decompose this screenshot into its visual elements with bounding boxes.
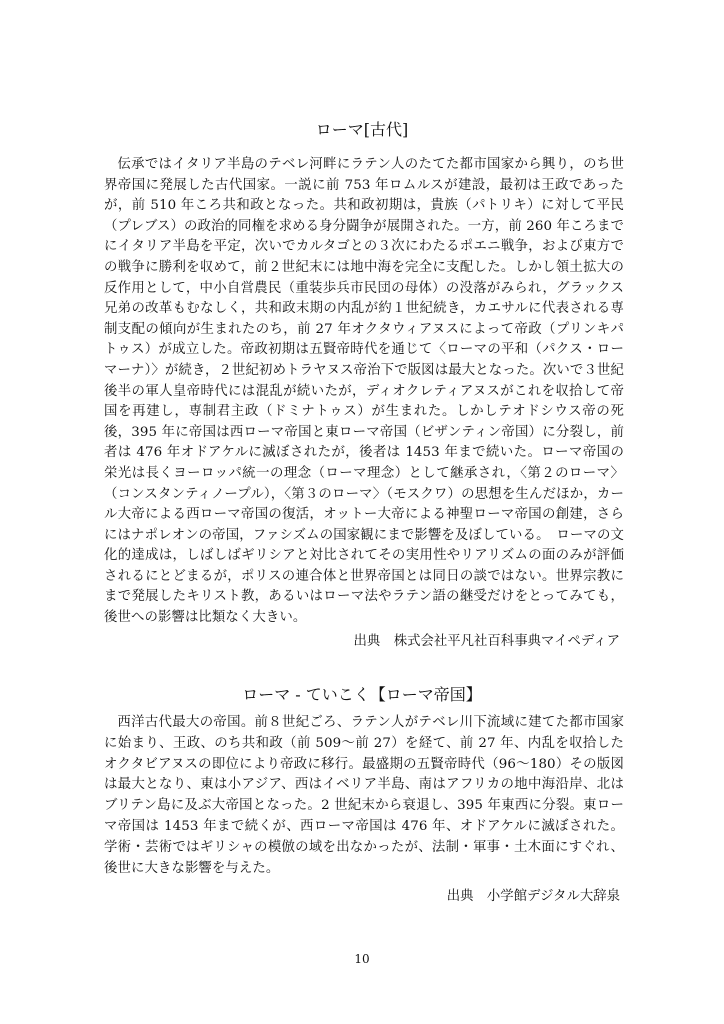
entry-body-roman-empire: 西洋古代最大の帝国。前８世紀ごろ、ラテン人がテベレ川下流域に建てた都市国家に始まり、王政、のち共和政（前 509～前 27）を経て、前 27 年、内乱を収拾したオクタビアヌスの即位により帝政に移行。最盛期の五賢帝時代（96～180）その版図は最大となり、東は小アジア、西はイベリア半島、南はアフリカの地中海沿岸、北はブリテン島に及ぶ大帝国となった。2 世紀末から衰退し、395 年東西に分裂。東ローマ帝国は 1453 年まで続くが、西ローマ帝国は 476 年、オドアケルに滅ぼされた。学術・芸術ではギリシャの模倣の域を出なかったが、法制・軍事・土木面にすぐれ、後世に大きな影響を与えた。	[104, 715, 624, 876]
entry-source-roman-empire	[447, 887, 620, 907]
source-label: 出典	[446, 889, 474, 904]
entry-heading-roman-empire: ローマ - ていこく【ローマ帝国】	[242, 685, 482, 704]
entry-heading-rome-ancient: ローマ[古代]	[315, 120, 409, 139]
source-value: 株式会社平凡社百科事典マイペディア	[393, 634, 620, 649]
entry-body-rome-ancient: 伝承ではイタリア半島のテベレ河畔にラテン人のたてた都市国家から興り，のち世界帝国に発展した古代国家。一説に前 753 年ロムルスが建設，最初は王政であったが，前 510 年ころ共和政となった。共和政初期は，貴族（パトリキ）に対して平民（プレブス）の政治的同権を求める身分闘争が展開された。一方，前 260 年ころまでにイタリア半島を平定，次いでカルタゴとの３次にわたるポエニ戦争，および東方での戦争に勝利を収めて，前２世紀末には地中海を完全に支配した。しかし領土拡大の反作用として，中小自営農民（重装歩兵市民団の母体）の没落がみられ，グラックス兄弟の改革もむなしく，共和政末期の内乱が約１世紀続き，カエサルに代表される専制支配の傾向が生まれたのち，前 27 年オクタウィアヌスによって帝政（プリンキパトゥス）が成立した。帝政初期は五賢帝時代を通じて〈ローマの平和（パクス・ローマーナ）〉が続き，２世紀初めトラヤヌス帝治下で版図は最大となった。次いで３世紀後半の軍人皇帝時代には混乱が続いたが，ディオクレティアヌスがこれを収拾して帝国を再建し，専制君主政（ドミナトゥス）が生まれた。しかしテオドシウス帝の死後，395 年に帝国は西ローマ帝国と東ローマ帝国（ビザンティン帝国）に分裂し，前者は 476 年オドアケルに滅ぼされたが，後者は 1453 年まで続いた。ローマ帝国の栄光は長くヨーロッパ統一の理念（ローマ理念）として継承され，〈第２のローマ〉（コンスタンティノープル），〈第３のローマ〉（モスクワ）の思想を生んだほか，カール大帝による西ローマ帝国の復活，オットー大帝による神聖ローマ帝国の創建，さらにはナポレオンの帝国，ファシズムの国家観にまで影響を及ぼしている。 ローマの文化的達成は，しばしばギリシアと対比されてその実用性やリアリズムの面のみが評価されるにとどまるが，ポリスの連合体と世界帝国とは同日の談ではない。世界宗教にまで発展したキリスト教，あるいはローマ法やラテン語の継受だけをとってみても，後世への影響は比類なく大きい。	[104, 157, 624, 626]
page-number: 10	[354, 952, 370, 966]
source-value: 小学館デジタル大辞泉	[486, 889, 620, 904]
source-label: 出典	[353, 634, 381, 649]
entry-source-rome-ancient	[354, 632, 620, 652]
